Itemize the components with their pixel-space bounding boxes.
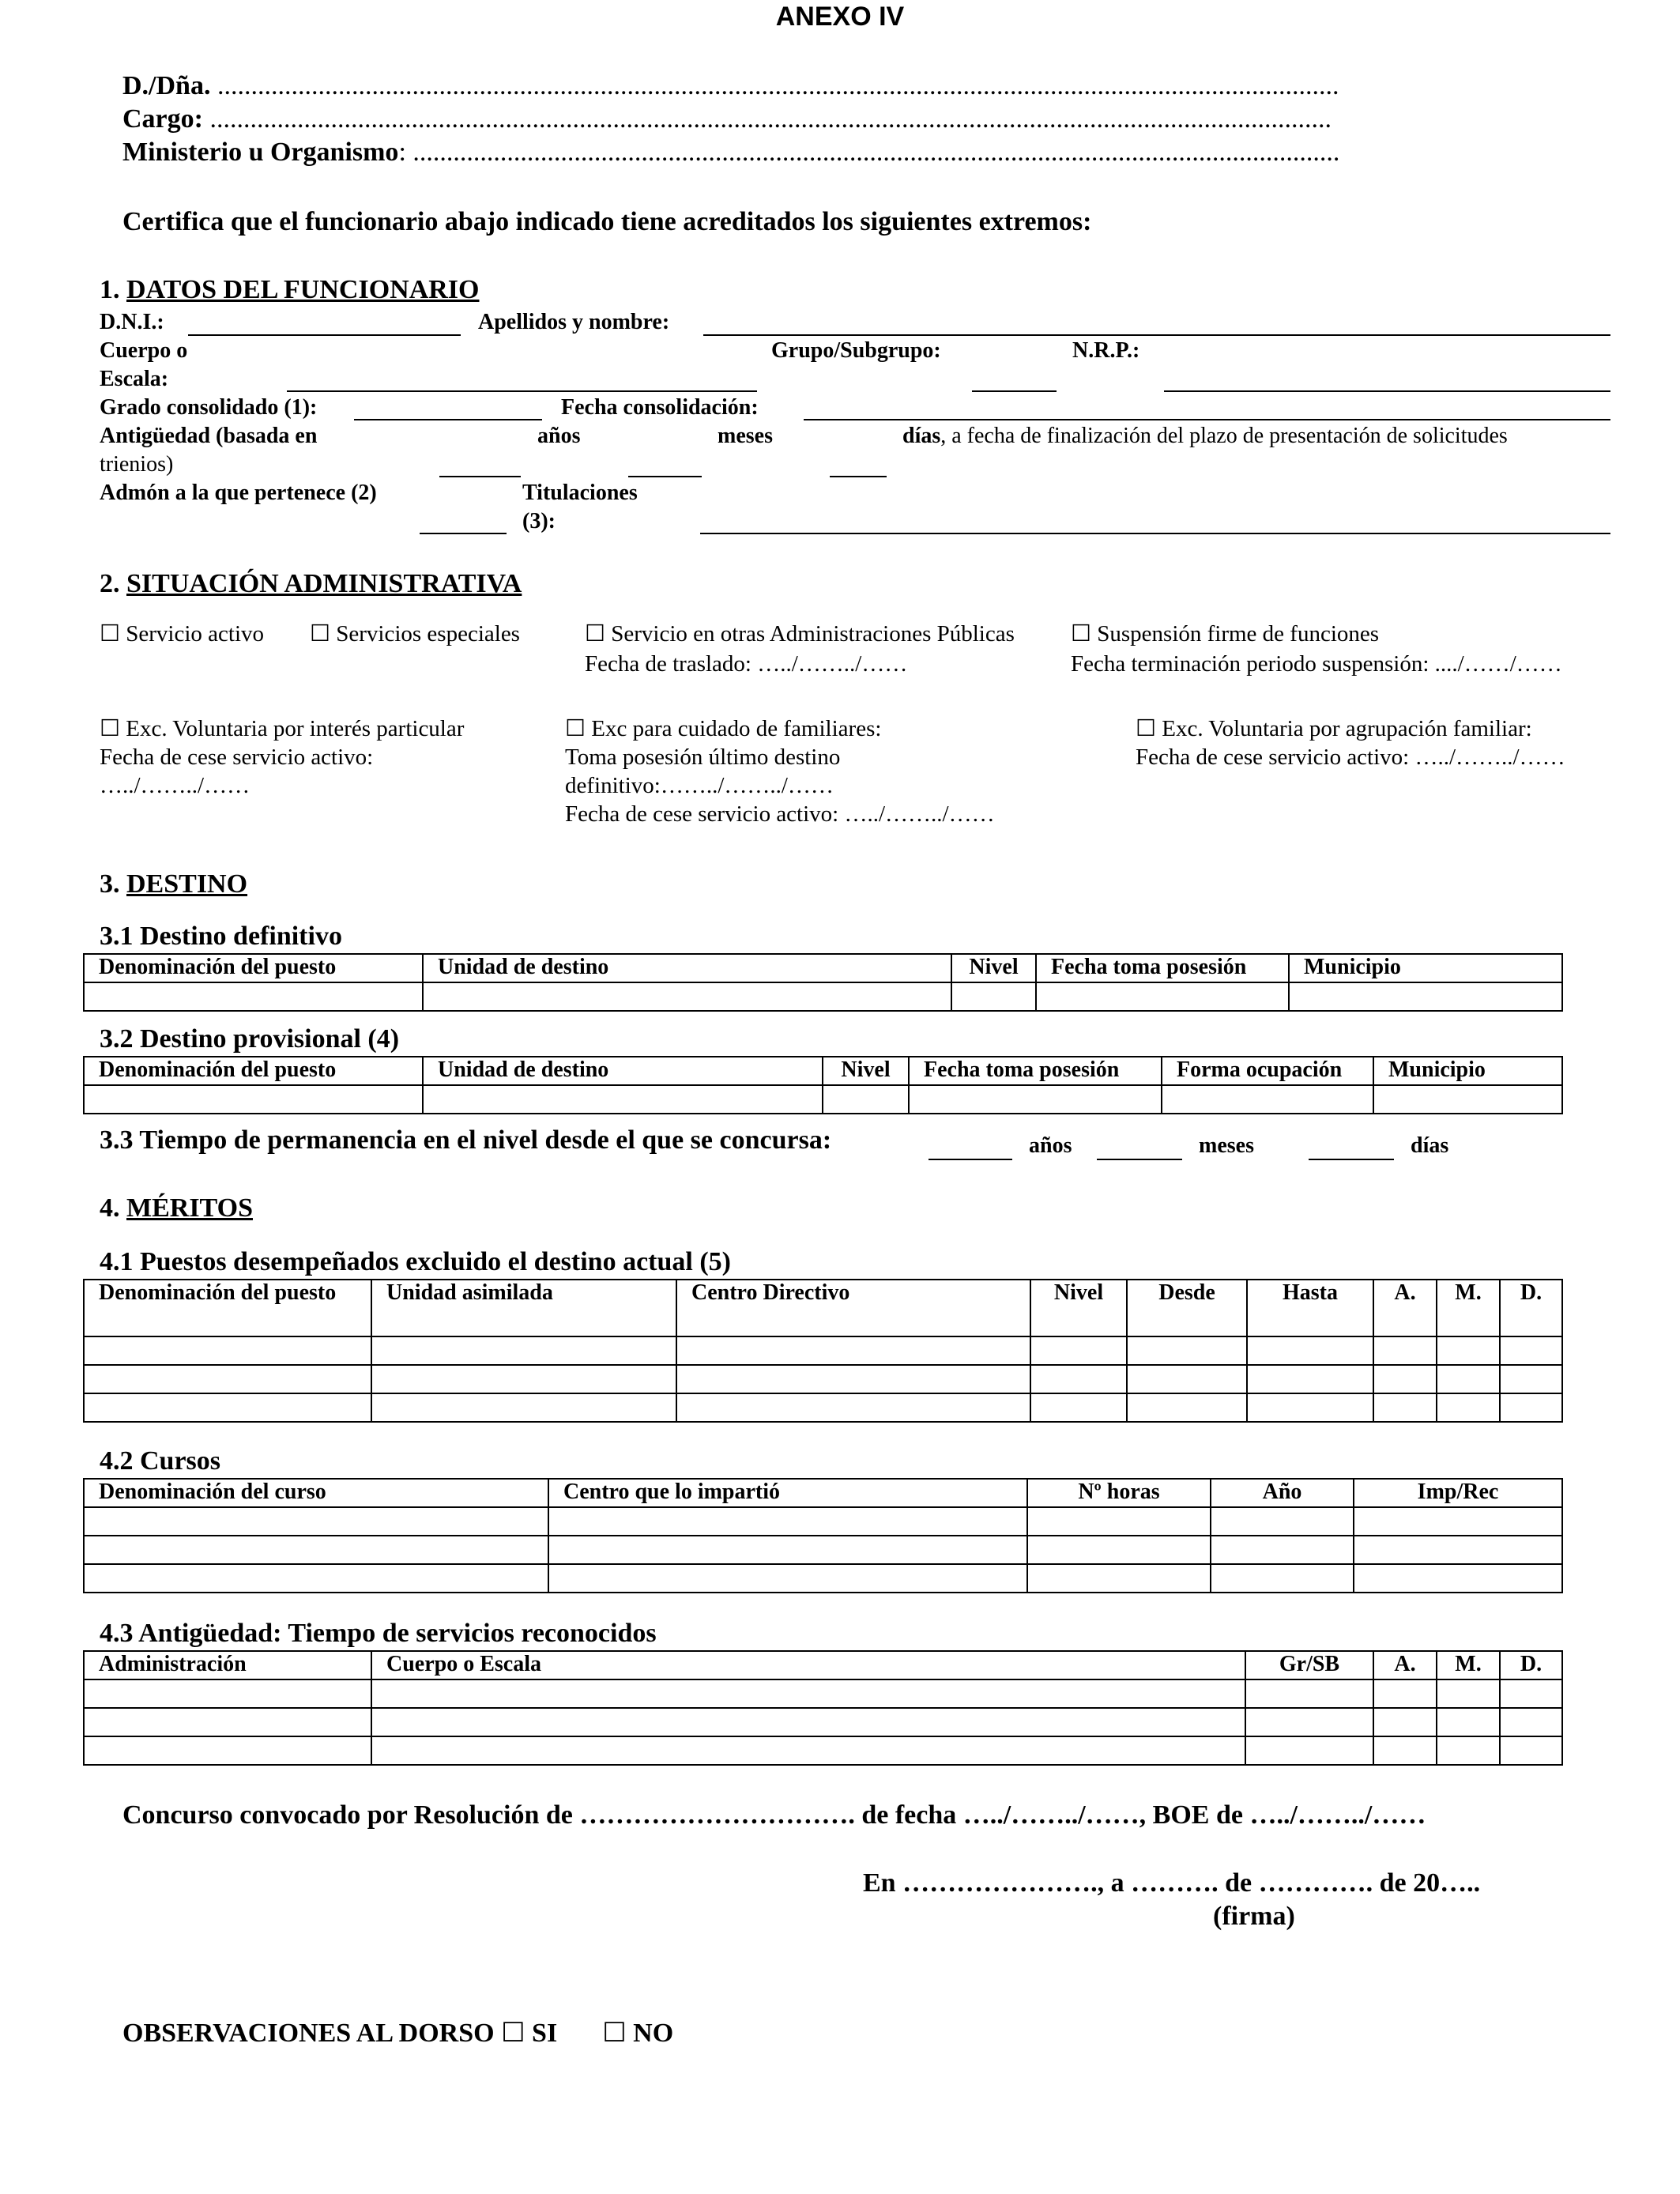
trienios-label: trienios)	[100, 452, 174, 477]
table-header: Denominación del puesto	[84, 954, 423, 982]
table-cell[interactable]	[1437, 1679, 1500, 1708]
dona-label: D./Dña.	[122, 71, 211, 100]
puestos-table	[83, 1279, 1563, 1423]
table-row	[84, 1564, 1562, 1593]
dias-note: , a fecha de finalización del plazo de presentación de solicitudes	[940, 424, 1508, 448]
table-cell[interactable]	[84, 1393, 371, 1422]
titulaciones-field[interactable]	[700, 533, 1610, 534]
fecha-consolidacion-field[interactable]	[804, 419, 1610, 420]
section-1-number: 1.	[100, 275, 126, 304]
permanencia-anos-field[interactable]	[929, 1159, 1012, 1160]
table-row	[84, 1365, 1562, 1393]
table-cell[interactable]	[1437, 1736, 1500, 1765]
table-cell[interactable]	[1500, 1365, 1562, 1393]
table-cell[interactable]	[548, 1507, 1027, 1536]
admon-label: Admón a la que pertenece (2)	[100, 481, 377, 505]
escala-label	[100, 367, 168, 392]
table-header: Unidad asimilada	[371, 1280, 676, 1336]
table-cell[interactable]	[1245, 1679, 1373, 1708]
section-2-number: 2.	[100, 569, 126, 598]
permanencia-label: 3.3 Tiempo de permanencia en el nivel desde el que se concursa:	[100, 1125, 832, 1155]
no-label: NO	[633, 2019, 674, 2048]
table-header: Nivel	[951, 954, 1036, 982]
section-3-number: 3.	[100, 869, 126, 899]
table-cell[interactable]	[1162, 1085, 1373, 1114]
option-label: Exc. Voluntaria por interés particular	[126, 716, 465, 741]
cargo-label: Cargo:	[122, 104, 203, 134]
table-cell[interactable]	[1354, 1564, 1562, 1593]
table-cell[interactable]	[1354, 1507, 1562, 1536]
table-cell[interactable]	[1030, 1336, 1127, 1365]
table-cell[interactable]	[1127, 1336, 1247, 1365]
grado-label: Grado consolidado (1):	[100, 395, 318, 420]
table-header: Fecha toma posesión	[1036, 954, 1289, 982]
option-exc-cuidado[interactable]	[565, 714, 881, 742]
exc-cuidado-toma: Toma posesión último destino	[565, 745, 841, 770]
table-header: A.	[1373, 1280, 1437, 1336]
antiguedad-servicios-table	[83, 1650, 1563, 1766]
table-cell[interactable]	[1247, 1393, 1373, 1422]
exc-voluntaria-fecha: Fecha de cese servicio activo:	[100, 745, 374, 770]
table-header: Denominación del curso	[84, 1479, 548, 1507]
table-header: Unidad de destino	[423, 1057, 823, 1085]
nrp-field[interactable]	[1164, 390, 1610, 392]
table-header: Forma ocupación	[1162, 1057, 1373, 1085]
destino-provisional-title: 3.2 Destino provisional (4)	[100, 1024, 400, 1054]
table-header: Administración	[84, 1651, 371, 1679]
table-row	[84, 1393, 1562, 1422]
table-cell[interactable]	[371, 1393, 676, 1422]
table-row	[84, 1536, 1562, 1564]
table-cell[interactable]	[84, 1708, 371, 1736]
table-cell[interactable]	[1127, 1365, 1247, 1393]
table-cell[interactable]	[371, 1365, 676, 1393]
section-4-heading	[100, 1193, 253, 1223]
table-cell[interactable]	[371, 1336, 676, 1365]
ministerio-dots[interactable]: : ..........................................................................................................................................	[398, 138, 1340, 167]
cargo-line	[122, 104, 1332, 134]
table-header: Denominación del puesto	[84, 1057, 423, 1085]
table-cell[interactable]	[1373, 1365, 1437, 1393]
dias-line	[902, 424, 1508, 449]
table-cell[interactable]	[1245, 1736, 1373, 1765]
table-cell[interactable]	[1036, 982, 1289, 1011]
si-label: SI	[532, 2019, 558, 2048]
table-row	[84, 1085, 1562, 1114]
table-cell[interactable]	[1500, 1736, 1562, 1765]
option-label: Servicios especiales	[336, 621, 520, 647]
checkbox-si-icon[interactable]: ☐	[501, 2019, 525, 2048]
option-exc-agrupacion[interactable]	[1136, 714, 1532, 742]
section-2-heading	[100, 569, 522, 599]
anos-label: años	[537, 424, 581, 448]
table-cell[interactable]	[1437, 1393, 1500, 1422]
checkbox-icon[interactable]: ☐	[1071, 621, 1091, 647]
exc-voluntaria-fecha-dots: …../……../……	[100, 773, 250, 798]
table-header: M.	[1437, 1280, 1500, 1336]
section-3-title: DESTINO	[126, 869, 248, 899]
cuerpo-escala-field[interactable]	[287, 390, 757, 392]
table-header: A.	[1373, 1651, 1437, 1679]
table-cell[interactable]	[84, 1336, 371, 1365]
section-3-heading	[100, 869, 247, 899]
table-cell[interactable]	[1437, 1336, 1500, 1365]
apellidos-field[interactable]	[703, 334, 1610, 336]
section-1-title: DATOS DEL FUNCIONARIO	[126, 275, 480, 304]
option-suspension[interactable]	[1071, 620, 1379, 647]
meses-field[interactable]	[628, 476, 702, 477]
admon-field[interactable]	[420, 533, 507, 534]
exc-agrupacion-fecha: Fecha de cese servicio activo: …../……../……	[1136, 745, 1565, 770]
antiguedad-label: Antigüedad (basada en	[100, 424, 318, 448]
checkbox-icon[interactable]: ☐	[565, 716, 586, 741]
table-cell[interactable]	[423, 982, 951, 1011]
firma-label: (firma)	[1213, 1902, 1295, 1931]
table-cell[interactable]	[1127, 1393, 1247, 1422]
cursos-title: 4.2 Cursos	[100, 1446, 221, 1476]
table-header: Imp/Rec	[1354, 1479, 1562, 1507]
table-cell[interactable]	[1027, 1507, 1211, 1536]
table-row	[84, 1336, 1562, 1365]
checkbox-icon[interactable]: ☐	[1136, 716, 1156, 741]
table-header: Desde	[1127, 1280, 1247, 1336]
anos-field[interactable]	[439, 476, 521, 477]
destino-provisional-table	[83, 1056, 1563, 1114]
table-cell[interactable]	[371, 1736, 1245, 1765]
table-header: Gr/SB	[1245, 1651, 1373, 1679]
table-cell[interactable]	[676, 1336, 1030, 1365]
titulaciones-label: Titulaciones	[522, 481, 638, 505]
table-cell[interactable]	[1211, 1507, 1354, 1536]
antiguedad-servicios-title: 4.3 Antigüedad: Tiempo de servicios reconocidos	[100, 1619, 657, 1648]
section-4-title: MÉRITOS	[126, 1193, 253, 1223]
dias-field[interactable]	[830, 476, 887, 477]
table-cell[interactable]	[1373, 1736, 1437, 1765]
section-1-heading	[100, 275, 479, 305]
table-cell[interactable]	[84, 982, 423, 1011]
option-label: Exc. Voluntaria por agrupación familiar:	[1162, 716, 1532, 741]
table-row	[84, 982, 1562, 1011]
table-cell[interactable]	[1500, 1679, 1562, 1708]
permanencia-meses-field[interactable]	[1097, 1159, 1182, 1160]
exc-cuidado-definitivo: definitivo:……../……../……	[565, 773, 834, 798]
table-cell[interactable]	[84, 1085, 423, 1114]
fecha-consolidacion-label: Fecha consolidación:	[561, 395, 759, 420]
table-cell[interactable]	[1247, 1365, 1373, 1393]
dni-field[interactable]	[188, 334, 461, 336]
table-cell[interactable]	[823, 1085, 909, 1114]
escala-label-text: Escala:	[100, 367, 169, 391]
table-header: D.	[1500, 1280, 1562, 1336]
observaciones-line	[122, 2017, 673, 2049]
table-cell[interactable]	[1211, 1536, 1354, 1564]
fecha-traslado: Fecha de traslado: …../……../……	[585, 651, 908, 677]
table-cell[interactable]	[1027, 1564, 1211, 1593]
table-cell[interactable]	[371, 1708, 1245, 1736]
table-cell[interactable]	[1373, 1393, 1437, 1422]
table-header: Centro que lo impartió	[548, 1479, 1027, 1507]
table-row	[84, 1507, 1562, 1536]
table-cell[interactable]	[84, 1536, 548, 1564]
table-cell[interactable]	[1500, 1708, 1562, 1736]
table-header: Municipio	[1289, 954, 1562, 982]
table-cell[interactable]	[1500, 1393, 1562, 1422]
table-row	[84, 1708, 1562, 1736]
puestos-title: 4.1 Puestos desempeñados excluido el destino actual (5)	[100, 1247, 731, 1276]
dni-label: D.N.I.:	[100, 310, 164, 334]
section-4-number: 4.	[100, 1193, 126, 1223]
grupo-field[interactable]	[972, 390, 1057, 392]
table-row	[84, 1736, 1562, 1765]
ministerio-label: Ministerio u Organismo	[122, 138, 399, 167]
table-cell[interactable]	[1373, 1085, 1562, 1114]
checkbox-no-icon[interactable]: ☐	[602, 2019, 627, 2048]
titulaciones-note: (3):	[522, 509, 556, 533]
page-title: ANEXO IV	[775, 2, 905, 32]
cargo-dots[interactable]: .......................................................................................................................................................................	[202, 104, 1332, 134]
table-header: Cuerpo o Escala	[371, 1651, 1245, 1679]
table-header: Nº horas	[1027, 1479, 1211, 1507]
checkbox-icon[interactable]: ☐	[310, 621, 330, 647]
table-cell[interactable]	[84, 1736, 371, 1765]
certifica-text: Certifica que el funcionario abajo indicado tiene acreditados los siguientes extremos:	[122, 207, 1092, 236]
table-cell[interactable]	[1027, 1536, 1211, 1564]
table-cell[interactable]	[1245, 1708, 1373, 1736]
table-cell[interactable]	[1030, 1393, 1127, 1422]
option-exc-voluntaria[interactable]	[100, 714, 464, 742]
dona-dots[interactable]: .......................................................................................................................................................................	[210, 71, 1339, 100]
table-header: Hasta	[1247, 1280, 1373, 1336]
dias-label: días	[902, 424, 941, 448]
table-cell[interactable]	[423, 1085, 823, 1114]
table-cell[interactable]	[909, 1085, 1162, 1114]
table-row	[84, 1679, 1562, 1708]
cursos-table	[83, 1478, 1563, 1593]
table-header: Fecha toma posesión	[909, 1057, 1162, 1085]
apellidos-label: Apellidos y nombre:	[478, 310, 670, 334]
lugar-fecha-line: En …………………., a ………. de …………. de 20…..	[863, 1868, 1481, 1898]
option-otras-administraciones[interactable]	[585, 620, 1015, 647]
table-cell[interactable]	[1354, 1536, 1562, 1564]
table-cell[interactable]	[548, 1564, 1027, 1593]
grupo-label: Grupo/Subgrupo:	[771, 338, 941, 363]
dona-line	[122, 71, 1339, 101]
option-servicio-activo[interactable]	[100, 620, 264, 647]
table-cell[interactable]	[1373, 1679, 1437, 1708]
concurso-line: Concurso convocado por Resolución de …………………………. de fecha …../……../……, BOE de …../……../……	[122, 1800, 1426, 1830]
table-cell[interactable]	[1437, 1365, 1500, 1393]
table-header: Denominación del puesto	[84, 1280, 371, 1336]
section-2-title: SITUACIÓN ADMINISTRATIVA	[126, 569, 522, 598]
table-cell[interactable]	[84, 1679, 371, 1708]
checkbox-icon[interactable]: ☐	[100, 716, 120, 741]
table-cell[interactable]	[548, 1536, 1027, 1564]
table-cell[interactable]	[951, 982, 1036, 1011]
checkbox-icon[interactable]: ☐	[585, 621, 605, 647]
table-cell[interactable]	[84, 1365, 371, 1393]
table-header: Nivel	[1030, 1280, 1127, 1336]
option-label: Exc para cuidado de familiares:	[591, 716, 882, 741]
table-header: Municipio	[1373, 1057, 1562, 1085]
table-cell[interactable]	[676, 1365, 1030, 1393]
fecha-suspension: Fecha terminación periodo suspensión: ..../……/……	[1071, 651, 1562, 677]
cuerpo-label: Cuerpo o	[100, 338, 188, 363]
table-cell[interactable]	[371, 1679, 1245, 1708]
table-header: Centro Directivo	[676, 1280, 1030, 1336]
table-cell[interactable]	[1373, 1336, 1437, 1365]
grado-field[interactable]	[354, 419, 542, 420]
permanencia-dias-field[interactable]	[1309, 1159, 1394, 1160]
observaciones-label: OBSERVACIONES AL DORSO	[122, 2019, 495, 2048]
table-cell[interactable]	[84, 1507, 548, 1536]
permanencia-anos-label: años	[1029, 1133, 1072, 1158]
option-label: Servicio en otras Administraciones Públicas	[611, 621, 1015, 647]
exc-cuidado-fecha: Fecha de cese servicio activo: …../……../……	[565, 801, 995, 827]
option-label: Servicio activo	[126, 621, 265, 647]
ministerio-line	[122, 138, 1339, 168]
table-cell[interactable]	[1211, 1564, 1354, 1593]
permanencia-meses-label: meses	[1199, 1133, 1254, 1158]
table-header: Nivel	[823, 1057, 909, 1085]
destino-definitivo-table	[83, 953, 1563, 1012]
table-cell[interactable]	[1437, 1708, 1500, 1736]
nrp-label: N.R.P.:	[1072, 338, 1140, 363]
option-servicios-especiales[interactable]	[310, 620, 520, 647]
table-cell[interactable]	[1373, 1708, 1437, 1736]
table-header: Unidad de destino	[423, 954, 951, 982]
checkbox-icon[interactable]: ☐	[100, 621, 120, 647]
table-cell[interactable]	[1500, 1336, 1562, 1365]
table-header: D.	[1500, 1651, 1562, 1679]
table-cell[interactable]	[676, 1393, 1030, 1422]
table-header: M.	[1437, 1651, 1500, 1679]
option-label: Suspensión firme de funciones	[1097, 621, 1380, 647]
table-cell[interactable]	[1030, 1365, 1127, 1393]
table-cell[interactable]	[84, 1564, 548, 1593]
table-header: Año	[1211, 1479, 1354, 1507]
table-cell[interactable]	[1289, 982, 1562, 1011]
destino-definitivo-title: 3.1 Destino definitivo	[100, 922, 342, 951]
table-cell[interactable]	[1247, 1336, 1373, 1365]
meses-label: meses	[718, 424, 773, 448]
permanencia-dias-label: días	[1411, 1133, 1449, 1158]
